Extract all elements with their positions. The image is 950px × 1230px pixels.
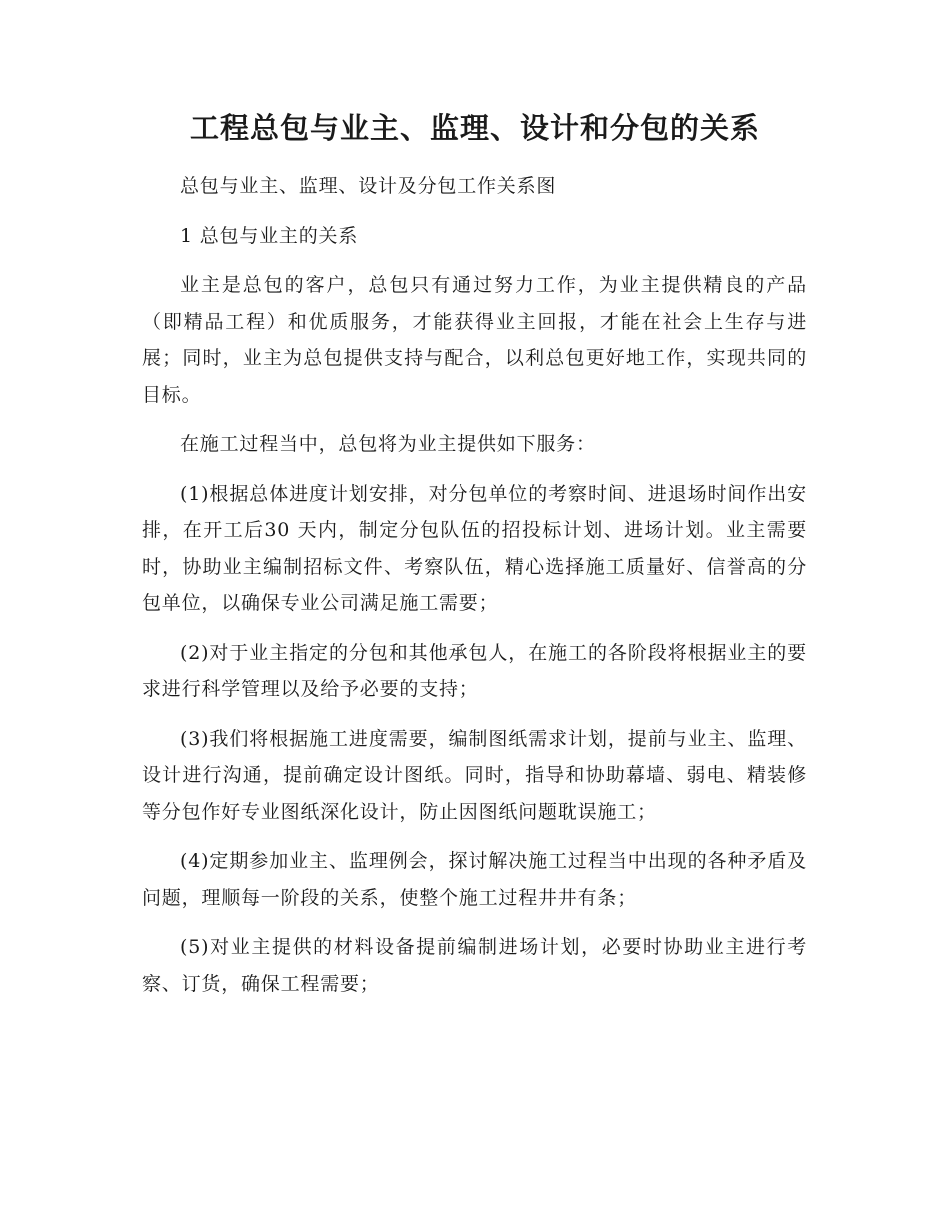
- diagram-caption: 总包与业主、监理、设计及分包工作关系图: [180, 175, 557, 197]
- list-item: (2)对于业主指定的分包和其他承包人，在施工的各阶段将根据业主的要求进行科学管理以及给予必要的支持；: [142, 641, 807, 700]
- list-item: (5)对业主提供的材料设备提前编制进场计划，必要时协助业主进行考察、订货，确保工程需要；: [142, 936, 807, 995]
- list-item: (4)定期参加业主、监理例会，探讨解决施工过程当中出现的各种矛盾及问题，理顺每一阶段的关系，使整个施工过程井井有条；: [142, 850, 807, 909]
- list-item: (1)根据总体进度计划安排，对分包单位的考察时间、进退场时间作出安排，在开工后30 天内，制定分包队伍的招投标计划、进场计划。业主需要时，协助业主编制招标文件、考察队伍，精心选择施工质量好、信誉高的分包单位，以确保专业公司满足施工需要；: [142, 482, 807, 614]
- document-title: 工程总包与业主、监理、设计和分包的关系: [189, 111, 760, 145]
- document-body: [142, 168, 807, 1002]
- list-item: (3)我们将根据施工进度需要，编制图纸需求计划，提前与业主、监理、设计进行沟通，提前确定设计图纸。同时，指导和协助幕墙、弱电、精装修等分包作好专业图纸深化设计，防止因图纸问题耽误施工；: [142, 727, 807, 823]
- body-paragraph: 业主是总包的客户，总包只有通过努力工作，为业主提供精良的产品（即精品工程）和优质服务，才能获得业主回报，才能在社会上生存与进展；同时，业主为总包提供支持与配合，以利总包更好地工作，实现共同的目标。: [142, 274, 807, 406]
- section-heading: 1 总包与业主的关系: [180, 224, 359, 247]
- body-paragraph: 在施工过程当中，总包将为业主提供如下服务：: [180, 433, 596, 455]
